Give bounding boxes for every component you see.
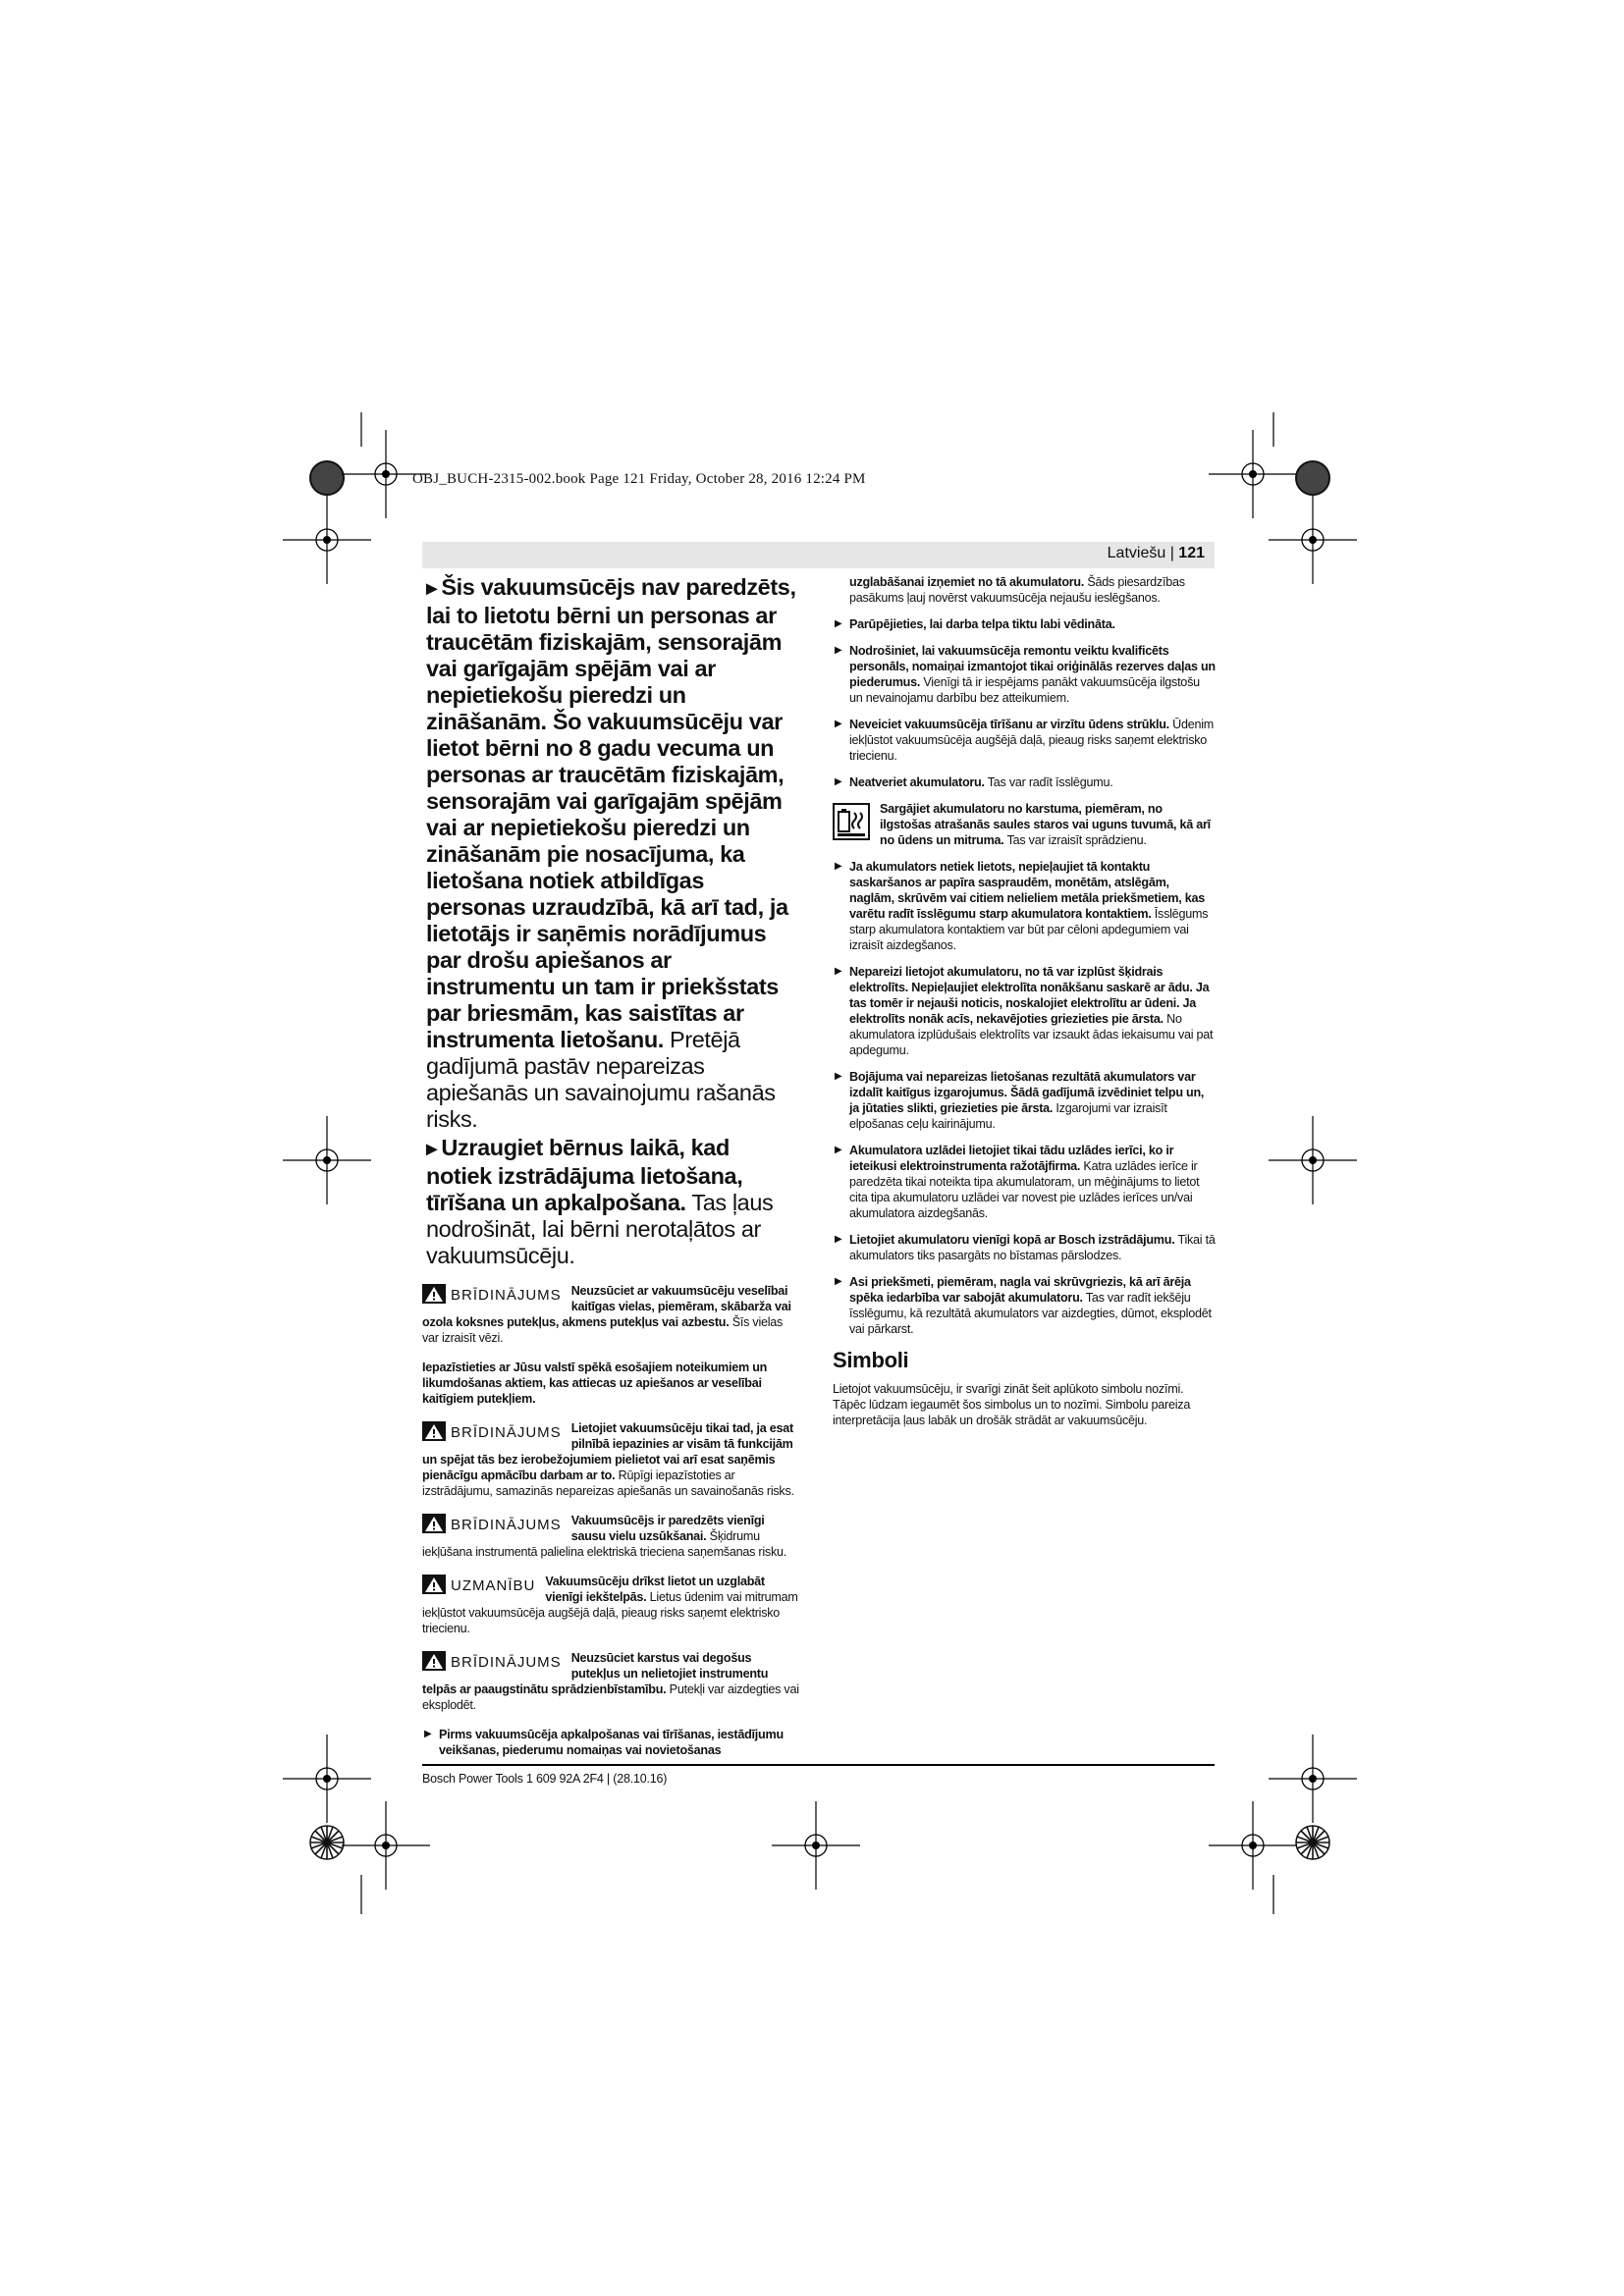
warning-label: BRĪDINĀJUMS [422, 1284, 562, 1306]
page-header [1108, 545, 1205, 562]
bullet-triangle-icon: ▶ [835, 618, 842, 629]
registration-mark-bottom-left [283, 1735, 430, 1914]
caution-label: UZMANĪBU [422, 1575, 535, 1596]
bullet-triangle-icon: ▶ [835, 861, 842, 872]
bullet-triangle-icon: ▶ [835, 1071, 842, 1082]
warning-hazardous-dust: BRĪDINĀJUMS Neuzsūciet ar vakuumsūcēju veselībai kaitīgas vielas, piemēram, skābarža vai ozola koksnes putekļus, akmens putekļus vai azbestu. Šīs vielas var izraisīt vēzi. [422, 1284, 791, 1345]
list-item-fumes: ▶ Bojājuma vai nepareizas lietošanas rezultātā akumulators var izdalīt kaitīgus izgarojumus. Šādā gadījumā izvēdiniet telpu un, ja jūtaties slikti, griezieties pie ārsta. Izgarojumi var izraisīt elpošanas ceļu kairinājumu. [835, 1070, 1205, 1131]
regulations-note: Iepazīstieties ar Jūsu valstī spēkā esošajiem noteikumiem un likumdošanas aktiem, kas attiecas uz apiešanos ar veselībai kaitīgiem putekļiem. [422, 1361, 768, 1406]
bullet-triangle-icon: ▶ [835, 966, 842, 977]
bullet-arrow-icon: ► [422, 1139, 442, 1160]
warning-familiarize: BRĪDINĀJUMS Lietojiet vakuumsūcēju tikai tad, ja esat pilnībā iepazinies ar visām tā funkcijām un spējat tās bez ierobežojumiem pielietot vai arī esat saņēmis pienācīgu apmācību darbam ar to. Rūpīgi iepazīstoties ar izstrādājumu, samazinās nepareizas apiešanās un savainošanās risks. [422, 1421, 794, 1498]
bullet-triangle-icon: ▶ [835, 719, 842, 729]
list-item-ventilation: ▶ Parūpējieties, lai darba telpa tiktu labi vēdināta. [835, 617, 1115, 631]
page-header-bar [422, 542, 1215, 568]
warning-triangle-icon [422, 1284, 446, 1304]
list-item-bosch-only: ▶ Lietojiet akumulatoru vienīgi kopā ar Bosch izstrādājumu. Tikai tā akumulators tiks pasargāts no bīstamas pārslodzes. [835, 1233, 1216, 1262]
bullet-triangle-icon: ▶ [835, 1234, 842, 1245]
list-item-battery-contacts: ▶ Ja akumulators netiek lietots, nepieļaujiet tā kontaktu saskaršanos ar papīra saspraudēm, monētām, atslēgām, naglām, skrūvēm vai citiem nelieliem metāla priekšmetiem, kas varētu radīt īsslēgumu starp akumulatora kontaktiem. Īsslēgums starp akumulatora kontaktiem var būt par cēloni apdegumiem vai izraisīt aizdegšanos. [835, 860, 1209, 952]
header-language: Latviešu | [1107, 545, 1179, 561]
page-number: 121 [1178, 545, 1205, 561]
bullet-triangle-icon: ▶ [424, 1729, 432, 1739]
list-item-battery-heat: Sargājiet akumulatoru no karstuma, piemēram, no ilgstošas atrašanās saules staros vai uguns tuvumā, kā arī no ūdens un mitruma. Tas var izraisīt sprādzienu. [833, 801, 1216, 848]
warning-label: BRĪDINĀJUMS [422, 1651, 562, 1673]
list-item-sharp-objects: ▶ Asi priekšmeti, piemēram, nagla vai skrūvgriezis, kā arī ārēja spēka iedarbība var sabojāt akumulatoru. Tas var radīt iekšēju īsslēgumu, kā rezultātā akumulators var aizdegties, dūmot, eksplodēt vai pārkarst. [835, 1275, 1212, 1336]
safety-paragraph-children: ►Šis vakuumsūcējs nav paredzēts, lai to lietotu bērni un personas ar traucētām fiziskajām, sensorajām vai garīgajām spējām vai ar nepietiekošu pieredzi un zināšanām. Šo vakuumsūcēju var lietot bērni no 8 gadu vecuma un personas ar traucētām fiziskajām, sensorajām vai garīgajām spējām vai ar nepietiekošu pieredzi un zināšanām pie nosacījuma, ka lietošana notiek atbildīgas personas uzraudzībā, kā arī tad, ja lietotājs ir saņēmis norādījumus par drošu apiešanos ar instrumentu un tam ir priekšstats par briesmām, kas saistītas ar instrumenta lietošanu. Pretējā gadījumā pastāv nepareizas apiešanās un savainojumu rašanās risks. [422, 574, 796, 1132]
bullet-triangle-icon: ▶ [835, 1145, 842, 1155]
right-column [833, 574, 1216, 1439]
warning-label: BRĪDINĀJUMS [422, 1514, 562, 1535]
registration-mark-bottom-right [1209, 1735, 1357, 1914]
bullet-triangle-icon: ▶ [835, 645, 842, 656]
registration-mark-top-right [1209, 412, 1357, 584]
list-item-water-jet: ▶ Neveiciet vakuumsūcēja tīrīšanu ar virzītu ūdens strūklu. Ūdenim iekļūstot vakuumsūcēja augšējā daļā, pieaug risks saņemt elektrisko triecienu. [835, 718, 1215, 763]
footer-rule [422, 1764, 1215, 1766]
page-footer: Bosch Power Tools 1 609 92A 2F4 | (28.10.16) [422, 1772, 668, 1786]
list-item-charger: ▶ Akumulatora uzlādei lietojiet tikai tādu uzlādes ierīci, ko ir ieteikusi elektroinstrumenta ražotājfirma. Katra uzlādes ierīce ir paredzēta tikai noteikta tipa akumulatoram, un mēģinājums to lietot cita tipa akumulatoru uzlādei var novest pie uzlādes ierīces un/vai akumulatora aizdegšanās. [835, 1144, 1200, 1220]
warning-triangle-icon [422, 1575, 446, 1594]
battery-heat-warning-icon [833, 803, 870, 840]
warning-hot-dust: BRĪDINĀJUMS Neuzsūciet karstus vai degošus putekļus un nelietojiet instrumentu telpās ar paaugstinātu sprādzienbīstamību. Putekļi var aizdegties vai eksplodēt. [422, 1651, 799, 1712]
bullet-triangle-icon: ▶ [835, 776, 842, 787]
warning-label: BRĪDINĀJUMS [422, 1421, 562, 1443]
list-item-do-not-open-battery: ▶ Neatveriet akumulatoru. Tas var radīt īsslēgumu. [835, 775, 1113, 789]
list-item-repair: ▶ Nodrošiniet, lai vakuumsūcēja remontu veiktu kvalificēts personāls, nomaiņai izmantojot tikai oriģinālās rezerves daļas un piederumus. Vienīgi tā ir iespējams panākt vakuumsūcēja ilgstošu un nevainojamu darbību bez atteikumiem. [835, 644, 1216, 705]
list-item-remove-battery: ▶ Pirms vakuumsūcēja apkalpošanas vai tīrīšanas, iestādījumu veikšanas, piederumu nomaiņas vai novietošanas [424, 1728, 784, 1757]
warning-triangle-icon [422, 1514, 446, 1533]
registration-mark-mid-right [1269, 1116, 1357, 1204]
registration-mark-bottom-center [772, 1801, 860, 1890]
left-column [422, 574, 800, 1769]
print-slug: OBJ_BUCH-2315-002.book Page 121 Friday, October 28, 2016 12:24 PM [412, 471, 866, 487]
bullet-arrow-icon: ► [422, 578, 442, 600]
warning-triangle-icon [422, 1651, 446, 1671]
bullet-triangle-icon: ▶ [835, 1276, 842, 1287]
safety-paragraph-supervise: ►Uzraugiet bērnus laikā, kad notiek izstrādājuma lietošana, tīrīšana un apkalpošana. Tas ļaus nodrošināt, lai bērni nerotaļātos ar vakuumsūcēju. [422, 1135, 774, 1268]
registration-mark-mid-left [283, 1116, 371, 1204]
section-heading-symbols: Simboli [833, 1348, 909, 1372]
registration-mark-top-left [283, 412, 430, 584]
caution-indoor-only: UZMANĪBU Vakuumsūcēju drīkst lietot un uzglabāt vienīgi iekštelpās. Lietus ūdenim vai mitrumam iekļūstot vakuumsūcēja augšējā daļā, pieaug risks saņemt elektrisko triecienu. [422, 1575, 798, 1635]
symbols-intro: Lietojot vakuumsūcēju, ir svarīgi zināt šeit aplūkoto simbolu nozīmi. Tāpēc lūdzam iegaumēt šos simbolus un to nozīmi. Simbolu pareiza interpretācija ļaus labāk un drošāk strādāt ar vakuumsūcēju. [833, 1382, 1191, 1427]
warning-triangle-icon [422, 1421, 446, 1441]
warning-dry-only: BRĪDINĀJUMS Vakuumsūcējs ir paredzēts vienīgi sausu vielu uzsūkšanai. Šķidrumu iekļūšana instrumentā palielina elektriskā trieciena saņemšanas risku. [422, 1514, 786, 1559]
list-item-electrolyte: ▶ Nepareizi lietojot akumulatoru, no tā var izplūst šķidrais elektrolīts. Nepieļaujiet elektrolīta nonākšanu saskarē ar ādu. Ja tas tomēr ir nejauši noticis, noskalojiet elektrolītu ar ūdeni. Ja elektrolīts nonāk acīs, nekavējoties griezieties pie ārsta. No akumulatora izplūdušais elektrolīts var izsaukt ādas iekaisumu vai pat apdegumu. [835, 965, 1214, 1057]
list-item-remove-battery-continued: uzglabāšanai izņemiet no tā akumulatoru. Šāds piesardzības pasākums ļauj novērst vakuumsūcēja nejaušu ieslēgšanos. [849, 575, 1185, 605]
